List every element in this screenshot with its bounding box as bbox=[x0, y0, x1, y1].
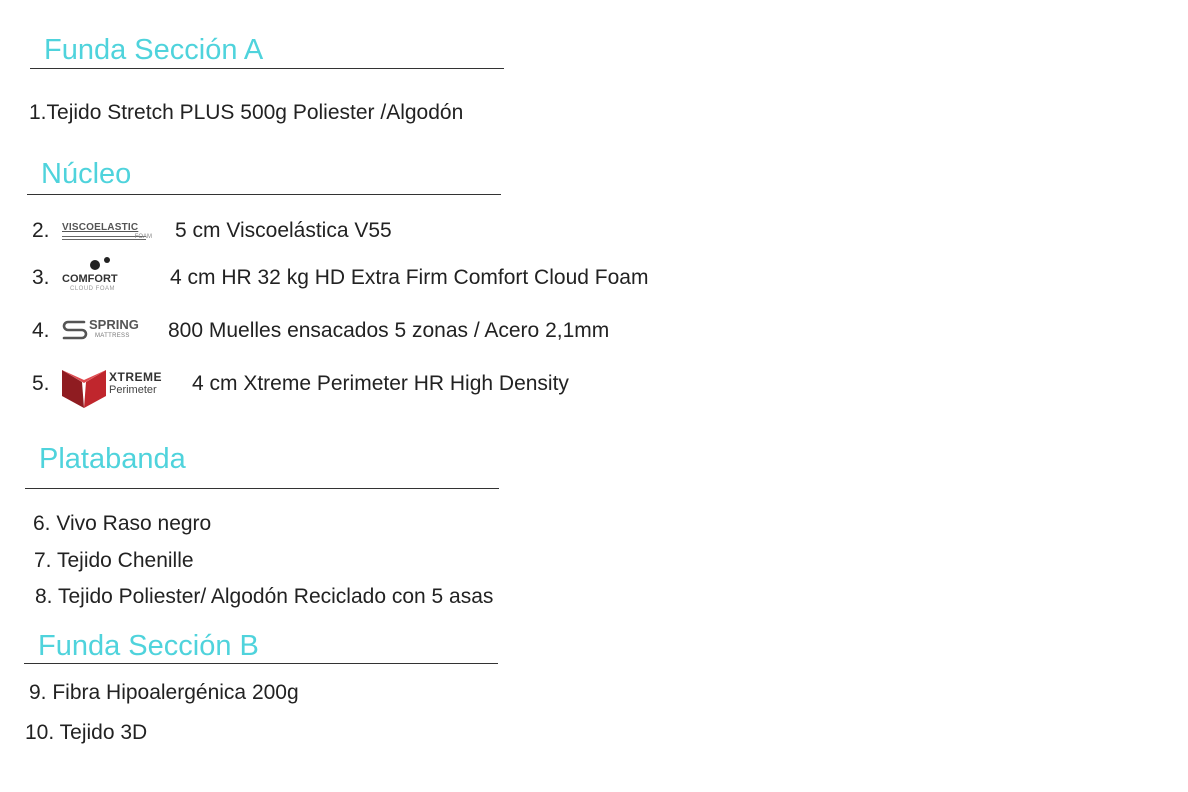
item-number: 3. bbox=[32, 266, 50, 289]
item-number: 2. bbox=[32, 219, 50, 242]
dot-icon bbox=[90, 260, 100, 270]
section-title-funda-b: Funda Sección B bbox=[38, 630, 259, 662]
section-title-funda-a: Funda Sección A bbox=[44, 34, 264, 66]
list-item: 8. Tejido Poliester/ Algodón Reciclado con 5 asas bbox=[35, 585, 494, 608]
list-item bbox=[29, 102, 463, 123]
section-divider bbox=[30, 68, 504, 69]
section-title-nucleo: Núcleo bbox=[41, 158, 132, 190]
list-item: 6. Vivo Raso negro bbox=[33, 512, 212, 535]
item-number: 1. bbox=[29, 101, 47, 124]
item-number: 4. bbox=[32, 319, 50, 342]
dot-icon bbox=[104, 257, 110, 263]
item-text: 4 cm Xtreme Perimeter HR High Density bbox=[192, 372, 569, 395]
viscoelastic-foam-logo: VISCOELASTIC FOAM bbox=[62, 222, 152, 240]
list-item: 9. Fibra Hipoalergénica 200g bbox=[29, 681, 299, 704]
item-text: 4 cm HR 32 kg HD Extra Firm Comfort Cloud Foam bbox=[170, 266, 649, 289]
section-title-platabanda: Platabanda bbox=[39, 443, 186, 475]
item-number: 5. bbox=[32, 372, 50, 395]
item-text: 800 Muelles ensacados 5 zonas / Acero 2,1mm bbox=[168, 319, 610, 342]
list-item: 7. Tejido Chenille bbox=[34, 549, 194, 572]
spring-mattress-logo: SPRING MATTRESS bbox=[62, 317, 146, 343]
item-text: Tejido Stretch PLUS 500g Poliester /Algodón bbox=[46, 101, 464, 124]
spring-icon bbox=[62, 317, 88, 343]
list-item: 10. Tejido 3D bbox=[25, 721, 148, 744]
xtreme-emblem-icon bbox=[62, 366, 106, 408]
comfort-cloud-foam-logo: COMFORT CLOUD FOAM bbox=[62, 254, 142, 296]
section-divider bbox=[24, 663, 498, 664]
section-divider bbox=[25, 488, 499, 489]
section-divider bbox=[27, 194, 501, 195]
xtreme-perimeter-logo: XTREME Perimeter bbox=[62, 366, 172, 408]
item-text: 5 cm Viscoelástica V55 bbox=[175, 219, 392, 242]
